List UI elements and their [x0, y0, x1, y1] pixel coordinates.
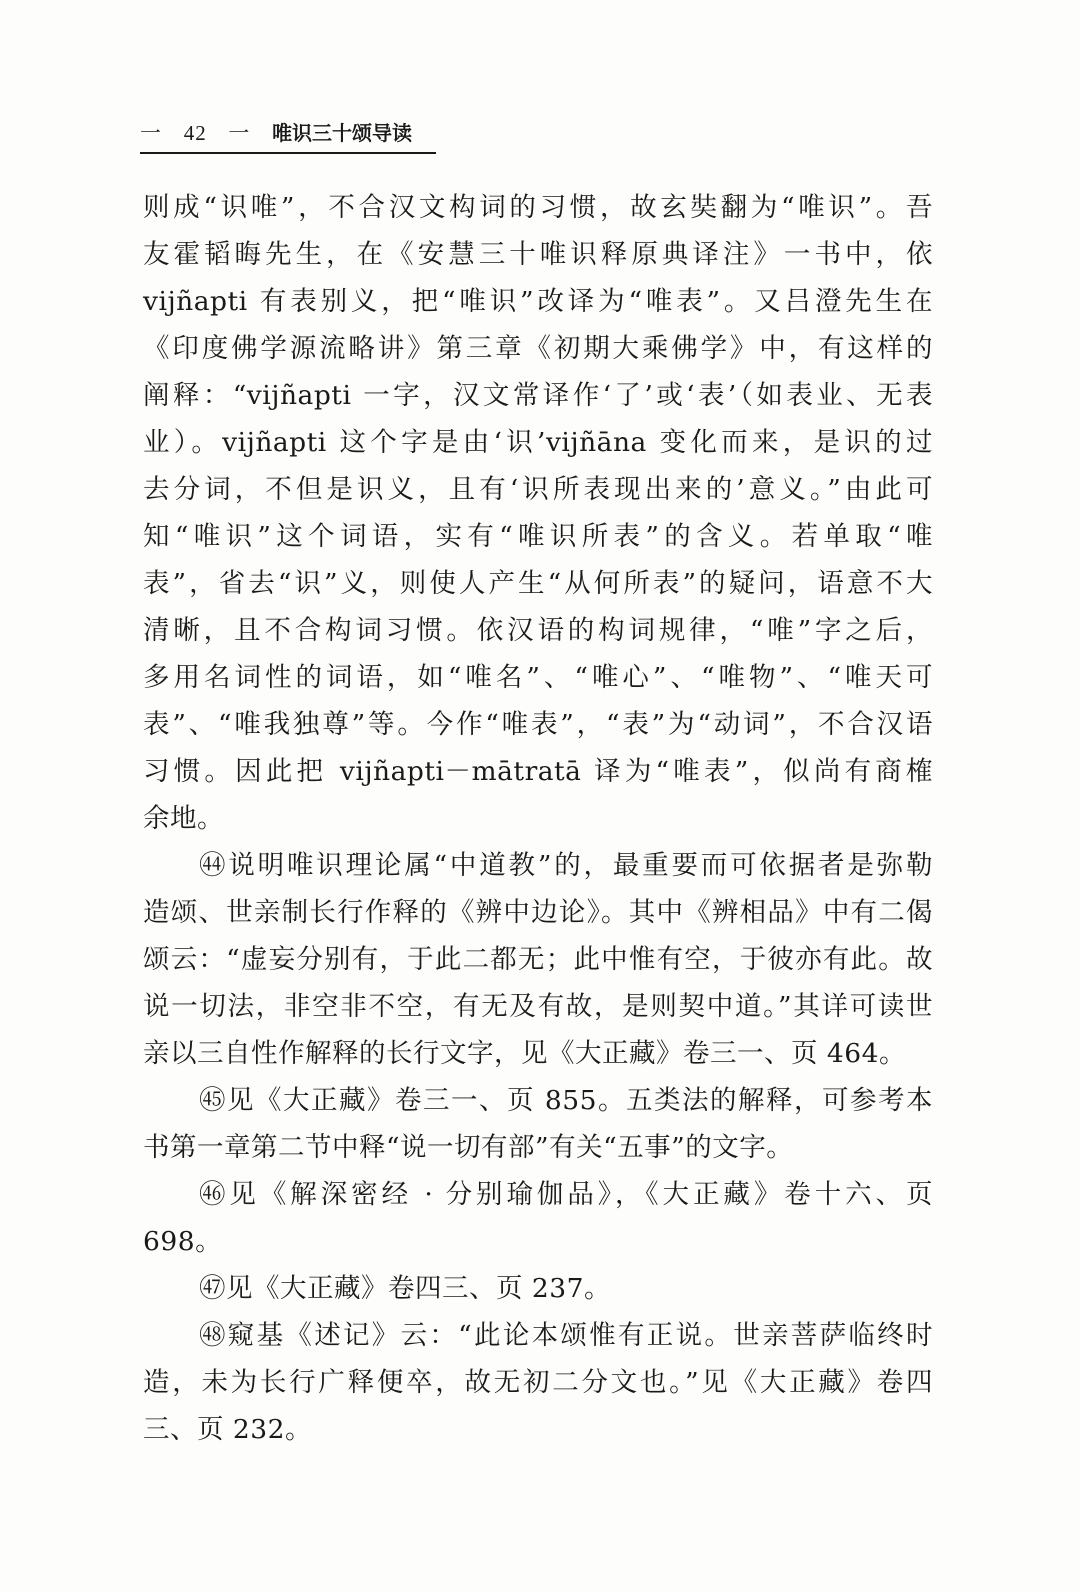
text-line: 知“唯识”这个词语，实有“唯识所表”的含义。若单取“唯 — [143, 521, 933, 552]
text-line: vijñapti 有表别义，把“唯识”改译为“唯表”。又吕澄先生在 — [143, 286, 933, 317]
footnote-45-line: 书第一章第二节中释“说一切有部”有关“五事”的文字。 — [143, 1132, 794, 1163]
text-line: 表”，省去“识”义，则使人产生“从何所表”的疑问，语意不大 — [143, 568, 933, 599]
header-rule — [140, 152, 436, 154]
footnote-44-line: 颂云：“虚妄分别有，于此二都无；此中惟有空，于彼亦有此。故 — [143, 944, 933, 975]
running-head-dash-left: 一 — [140, 121, 162, 145]
footnote-44-line: ㊹说明唯识理论属“中道教”的，最重要而可依据者是弥勒 — [199, 850, 933, 881]
text-line: 《印度佛学源流略讲》第三章《初期大乘佛学》中，有这样的 — [143, 333, 933, 364]
running-head-dash-right: 一 — [228, 121, 251, 145]
footnote-48-line: 造，未为长行广释便卒，故无初二分文也。”见《大正藏》卷四 — [143, 1367, 933, 1398]
footnote-44-line: 造颂、世亲制长行作释的《辨中边论》。其中《辨相品》中有二偈 — [143, 897, 933, 928]
text-line: 业）。vijñapti 这个字是由‘识’vijñāna 变化而来，是识的过 — [143, 427, 933, 458]
text-line: 余地。 — [143, 803, 224, 834]
footnote-45-line: ㊺见《大正藏》卷三一、页 855。五类法的解释，可参考本 — [199, 1085, 933, 1116]
footnote-48-line: ㊽窥基《述记》云：“此论本颂惟有正说。世亲菩萨临终时 — [199, 1320, 933, 1351]
footnote-47-line: ㊼见《大正藏》卷四三、页 237。 — [199, 1273, 612, 1304]
text-line: 表”、“唯我独尊”等。今作“唯表”，“表”为“动词”，不合汉语 — [143, 709, 933, 740]
text-line: 清晰，且不合构词习惯。依汉语的构词规律，“唯”字之后， — [143, 615, 933, 646]
text-line: 多用名词性的词语，如“唯名”、“唯心”、“唯物”、“唯天可 — [143, 662, 933, 693]
book-title: 唯识三十颂导读 — [272, 121, 413, 145]
footnote-46-line: 698。 — [143, 1226, 223, 1257]
footnote-44-line: 说一切法，非空非不空，有无及有故，是则契中道。”其详可读世 — [143, 991, 933, 1022]
footnote-46-line: ㊻见《解深密经 · 分别瑜伽品》，《大正藏》卷十六、页 — [199, 1179, 933, 1210]
text-line: 阐释：“vijñapti 一字，汉文常译作‘了’或‘表’（如表业、无表 — [143, 380, 933, 411]
footnote-44-line: 亲以三自性作解释的长行文字，见《大正藏》卷三一、页 464。 — [143, 1038, 907, 1069]
page-number: 42 — [183, 121, 207, 145]
running-head — [140, 118, 440, 148]
footnote-48-line: 三、页 232。 — [143, 1414, 313, 1445]
text-line: 则成“识唯”，不合汉文构词的习惯，故玄奘翻为“唯识”。吾 — [143, 192, 933, 223]
text-line: 习惯。因此把 vijñapti－mātratā 译为“唯表”，似尚有商榷 — [143, 756, 933, 787]
text-line: 去分词，不但是识义，且有‘识所表现出来的’意义。”由此可 — [143, 474, 933, 505]
text-line: 友霍韬晦先生，在《安慧三十唯识释原典译注》一书中，依 — [143, 239, 933, 270]
body-text — [143, 184, 933, 1453]
